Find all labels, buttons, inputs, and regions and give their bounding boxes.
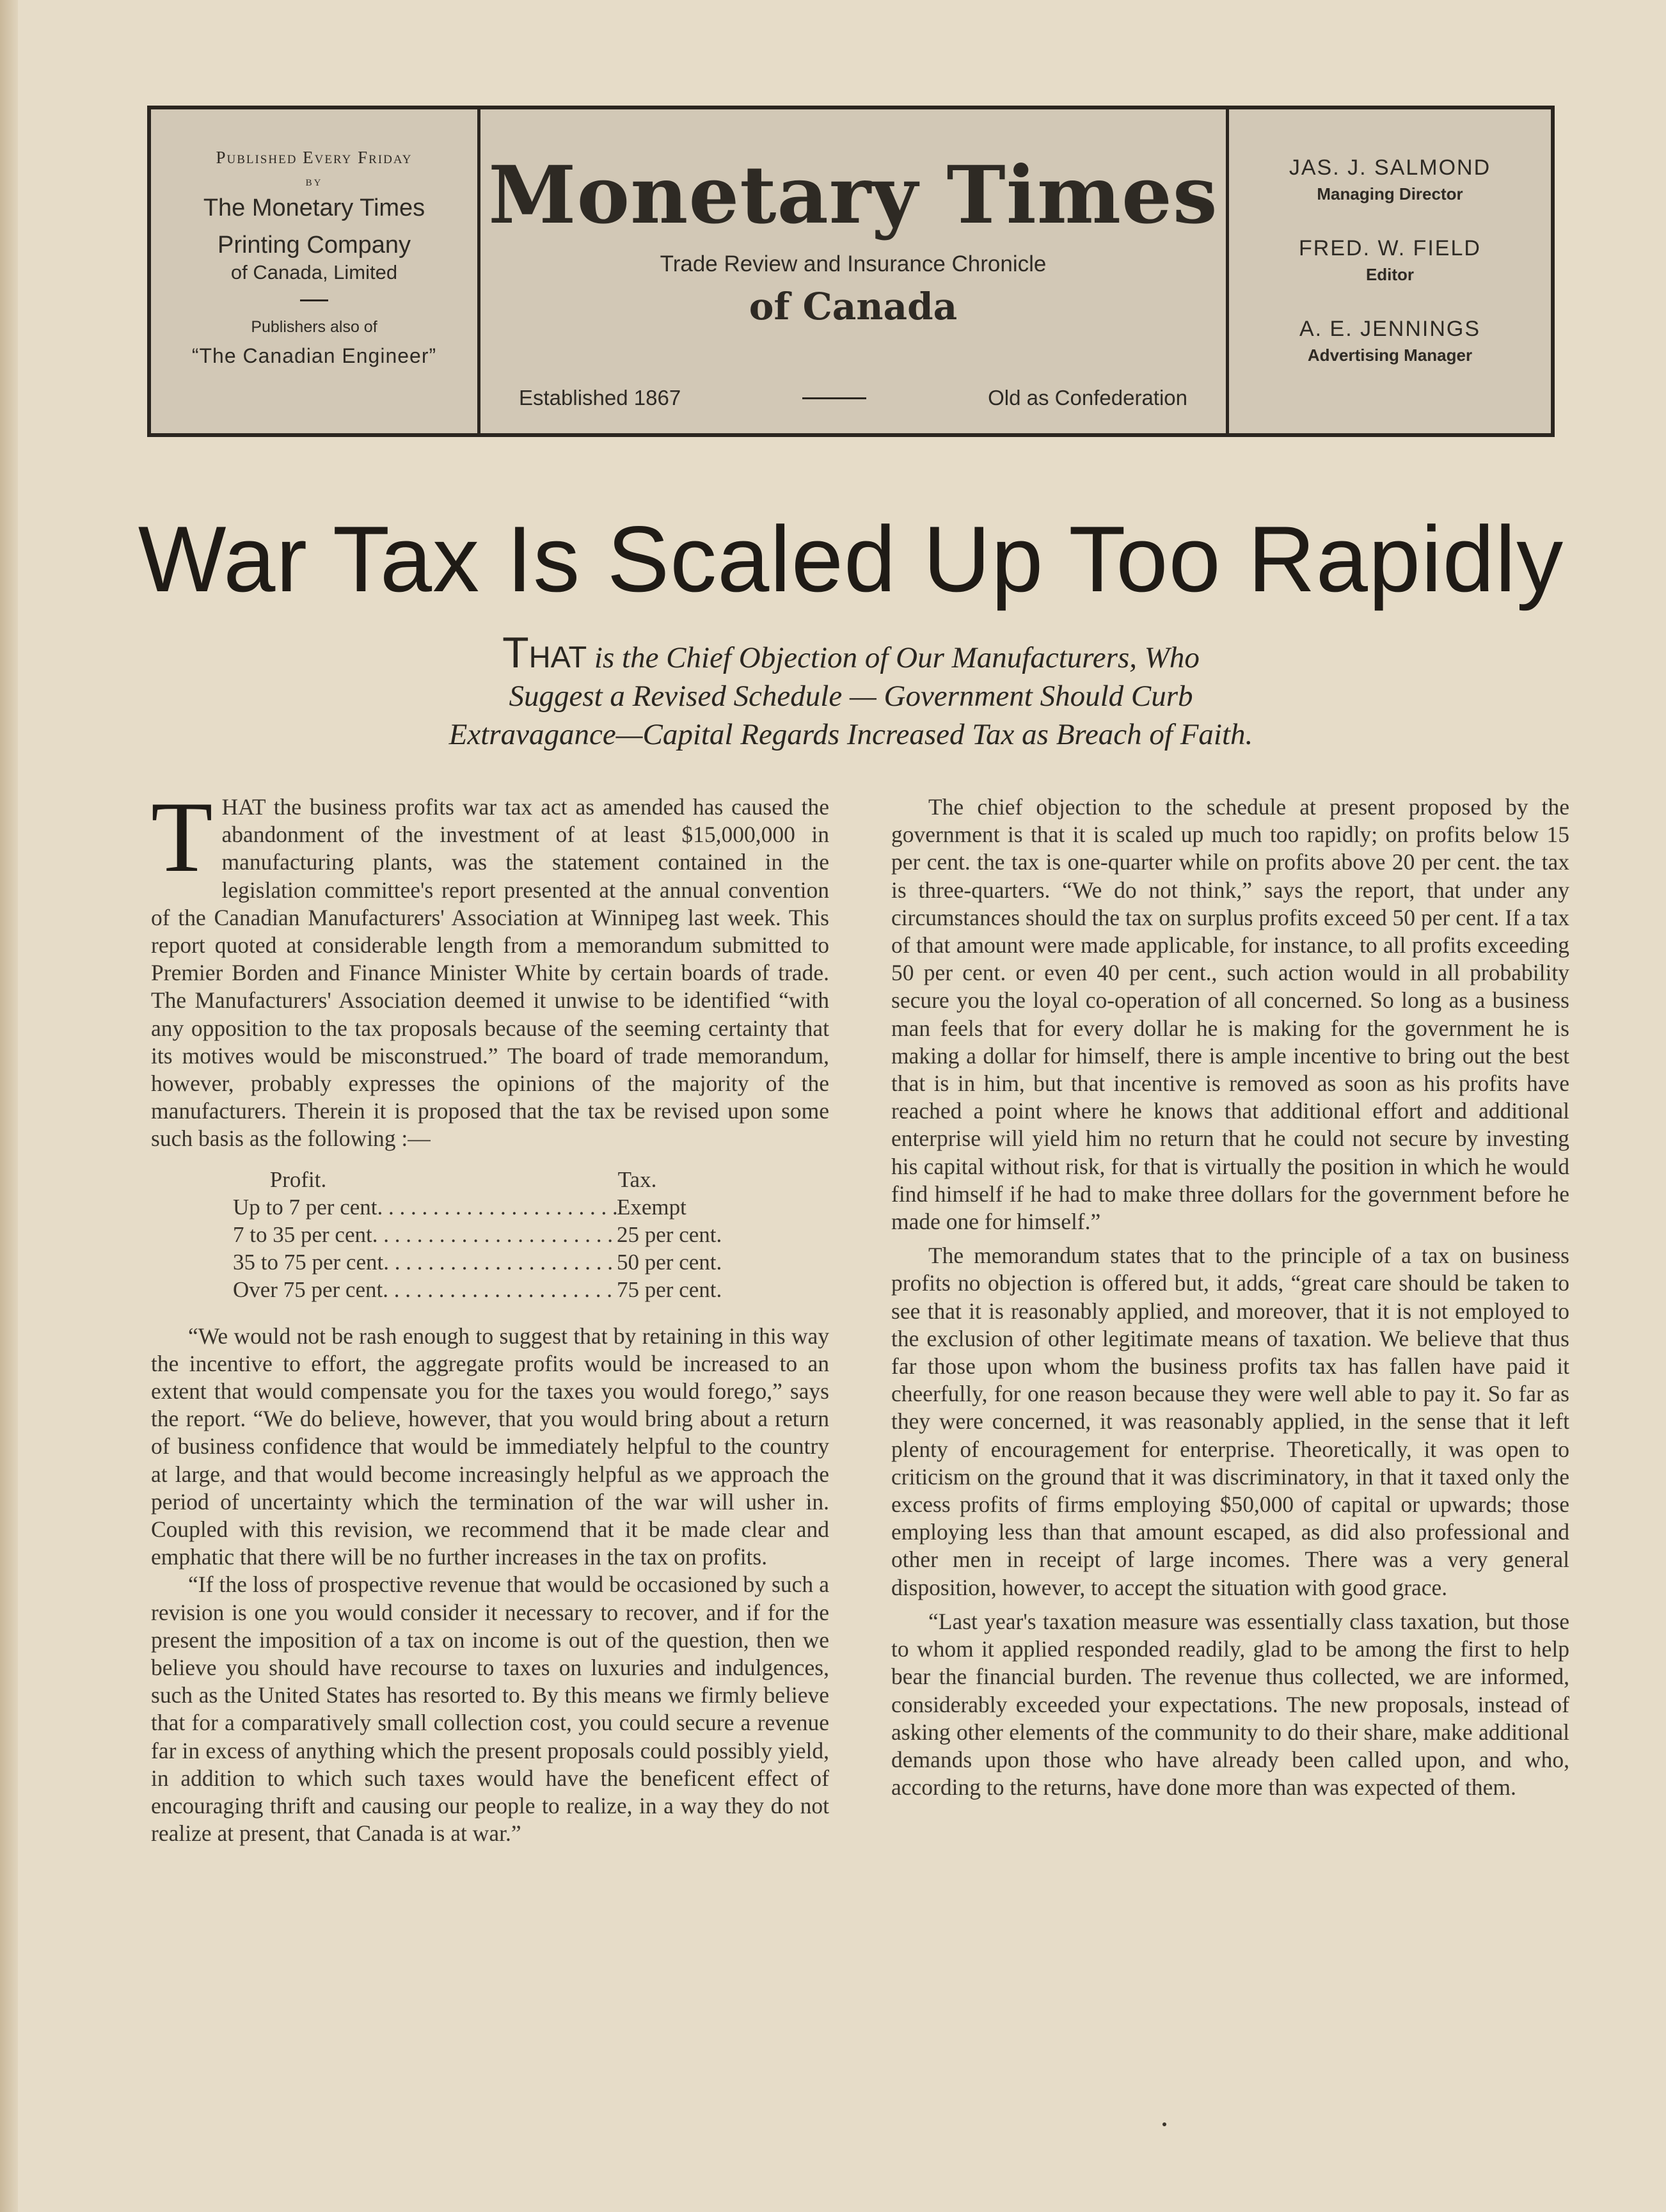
subhead-line-2: Suggest a Revised Schedule — Government Should Curb bbox=[509, 680, 1193, 713]
article-headline: War Tax Is Scaled Up Too Rapidly bbox=[138, 507, 1564, 611]
table-header bbox=[151, 1166, 829, 1193]
header-tax: Tax. bbox=[617, 1166, 657, 1192]
subhead-cap: T bbox=[502, 628, 529, 677]
divider bbox=[300, 299, 328, 301]
publication-subtitle: Trade Review and Insurance Chronicle bbox=[660, 251, 1047, 276]
paragraph: The memorandum states that to the principle of a tax on business profits no objection is offered but, it adds, “great care should be taken to see that it is reasonably applied, and moreover, that it is not employed to the exclusion of other legitimate means of taxation. We believe that thus far those upon whom the business profits tax has fallen have paid it cheerfully, for one reason because they were well able to pay it. So far as they were concerned, it was reasonably applied, in the sense that it left plenty of encouragement for enterprise. Theoretically, it was open to criticism on the ground that it was discriminatory, in that it taxed only the excess profits of firms employing $50,000 of capital or upwards; those employing less than that amount escaped, as did also professional and other men in receipt of large incomes. There was a very general disposition, however, to accept the situation with good grace. bbox=[891, 1243, 1569, 1600]
staff-role: Editor bbox=[1365, 265, 1415, 284]
table-row bbox=[151, 1221, 829, 1248]
paragraph: “We would not be rash enough to suggest that by retaining in this way the incentive to effort, the aggregate profits would be increased to an extent that would compensate you for the taxes you would forego,” says the report. “We do believe, however, that you would bring about a return of business confidence that would be immediately helpful to the country at large, and that would become increasingly helpful as we approach the period of uncertainty which the termination of the war will usher in. Coupled with this revision, we recommend that it be made clear and emphatic that there will be no further increases in the tax on profits. bbox=[151, 1323, 829, 1570]
other-publication: “The Canadian Engineer” bbox=[191, 344, 437, 367]
paragraph-text: HAT the business profits war tax act as amended has caused the abandonment of the investment of at least $15,000,000 in manufacturing plants, was the statement contained in the legislation committee's report presented at the annual convention of the Canadian Manufacturers' Association at Winnipeg last week. This report quoted at considerable length from a memorandum submitted to Premier Borden and Finance Minister White by certain boards of trade. The Manufacturers' Association deemed it unwise to be identified “with any opposition to the tax proposals because of the seeming certainty that its motives would be misconstrued.” The board of trade memorandum, however, probably expresses the opinions of the majority of the manufacturers. Therein it is proposed that the tax be revised upon some such basis as the following :— bbox=[151, 794, 829, 1152]
article-subhead bbox=[333, 628, 1369, 754]
old-as-confederation: Old as Confederation bbox=[988, 386, 1187, 410]
masthead-staff-panel bbox=[1229, 109, 1551, 433]
staff-name: A. E. JENNINGS bbox=[1299, 317, 1481, 341]
paragraph: The chief objection to the schedule at present proposed by the government is that it is scaled up much too rapidly; on profits below 15 per cent. the tax is one-quarter while on profits above 20 per cent. the tax is three-quarters. “We do not think,” says the report, that under any circumstances should the tax on surplus profits exceed 50 per cent. If a tax of that amount were made applicable, for instance, to all profits exceeding 50 per cent. or even 40 per cent., such action would in all probability secure you the loyal co-operation of all concerned. So long as a business man feels that for every dollar he is making for the government he is making a dollar for himself, there is ample incentive to bring out the best that is in him, but that incentive is removed as soon as his profits have reached a point where he knows that additional effort and additional enterprise will yield him no return that he could not secure by investing his capital without risk, for that is virtually the position in which he would find himself if he had to make three dollars for the government before he made one for himself.” bbox=[891, 794, 1569, 1235]
page-edge bbox=[0, 0, 18, 2212]
subhead-cap-rest: HAT bbox=[528, 640, 587, 674]
tax-rate: 75 per cent. bbox=[617, 1277, 722, 1302]
tax-rate: 25 per cent. bbox=[617, 1221, 722, 1247]
masthead-title-panel bbox=[480, 109, 1229, 433]
of-canada: of Canada bbox=[749, 285, 958, 328]
table-row bbox=[151, 1276, 829, 1303]
masthead-footer bbox=[519, 386, 1187, 410]
tax-rate: 50 per cent. bbox=[617, 1249, 722, 1275]
table-row bbox=[151, 1248, 829, 1276]
profit-range: 35 to 75 per cent. . . . bbox=[233, 1248, 617, 1276]
paragraph: “If the loss of prospective revenue that would be occasioned by such a revision is one you would consider it necessary to recover, and if for the present the imposition of a tax on income is out of the question, then we believe you should have recourse to taxes on luxuries and indulgences, such as the United States has resorted to. By this means we firmly believe that for a comparatively small collection cost, you could secure a revenue far in excess of anything which the present proposals could possibly yield, in addition to which such taxes would have the beneficent effect of encouraging thrift and causing our people to realize, in a way they do not realize at present, that Canada is at war.” bbox=[151, 1571, 829, 1847]
by-label: by bbox=[305, 173, 323, 189]
publishers-also-label: Publishers also of bbox=[251, 318, 377, 336]
staff-role: Managing Director bbox=[1317, 184, 1463, 203]
article-column-left bbox=[151, 781, 829, 1848]
subhead-line-1: is the Chief Objection of Our Manufacturers, Who bbox=[587, 641, 1200, 674]
company-line-3: of Canada, Limited bbox=[230, 261, 398, 283]
paragraph: “Last year's taxation measure was essentially class taxation, but those to whom it applied responded readily, glad to be among the first to help bear the financial burden. The revenue thus collected, we are informed, considerably exceeded your expectations. The new proposals, instead of asking other elements of the community to do their share, make additional demands upon those who have already been called upon, and who, according to the returns, have done more than was expected of them. bbox=[891, 1608, 1569, 1801]
profit-range: Up to 7 per cent. . . . bbox=[233, 1193, 617, 1221]
table-row bbox=[151, 1193, 829, 1221]
profit-range: 7 to 35 per cent. . . . bbox=[233, 1221, 617, 1248]
established-label: Established 1867 bbox=[519, 386, 681, 410]
drop-cap: T bbox=[151, 781, 213, 893]
masthead-publisher-panel bbox=[151, 109, 480, 433]
profit-range: Over 75 per cent. . . . bbox=[233, 1276, 617, 1303]
staff-role: Advertising Manager bbox=[1307, 346, 1473, 365]
publication-title: Monetary Times bbox=[488, 149, 1218, 242]
article-column-right bbox=[891, 793, 1569, 1801]
masthead bbox=[147, 106, 1555, 437]
tax-schedule-table bbox=[151, 1166, 829, 1303]
staff-name: FRED. W. FIELD bbox=[1299, 236, 1481, 260]
page-mark bbox=[1162, 2122, 1166, 2126]
header-profit: Profit. bbox=[269, 1166, 327, 1192]
company-line-1: The Monetary Times bbox=[203, 195, 425, 221]
tax-rate: Exempt bbox=[617, 1194, 686, 1220]
staff-name: JAS. J. SALMOND bbox=[1289, 155, 1491, 180]
subhead-line-3: Extravagance—Capital Regards Increased Tax as Breach of Faith. bbox=[448, 718, 1253, 751]
published-every-friday: Published Every Friday bbox=[216, 148, 413, 167]
paragraph bbox=[151, 781, 829, 1153]
company-line-2: Printing Company bbox=[217, 232, 411, 259]
divider bbox=[802, 397, 866, 399]
